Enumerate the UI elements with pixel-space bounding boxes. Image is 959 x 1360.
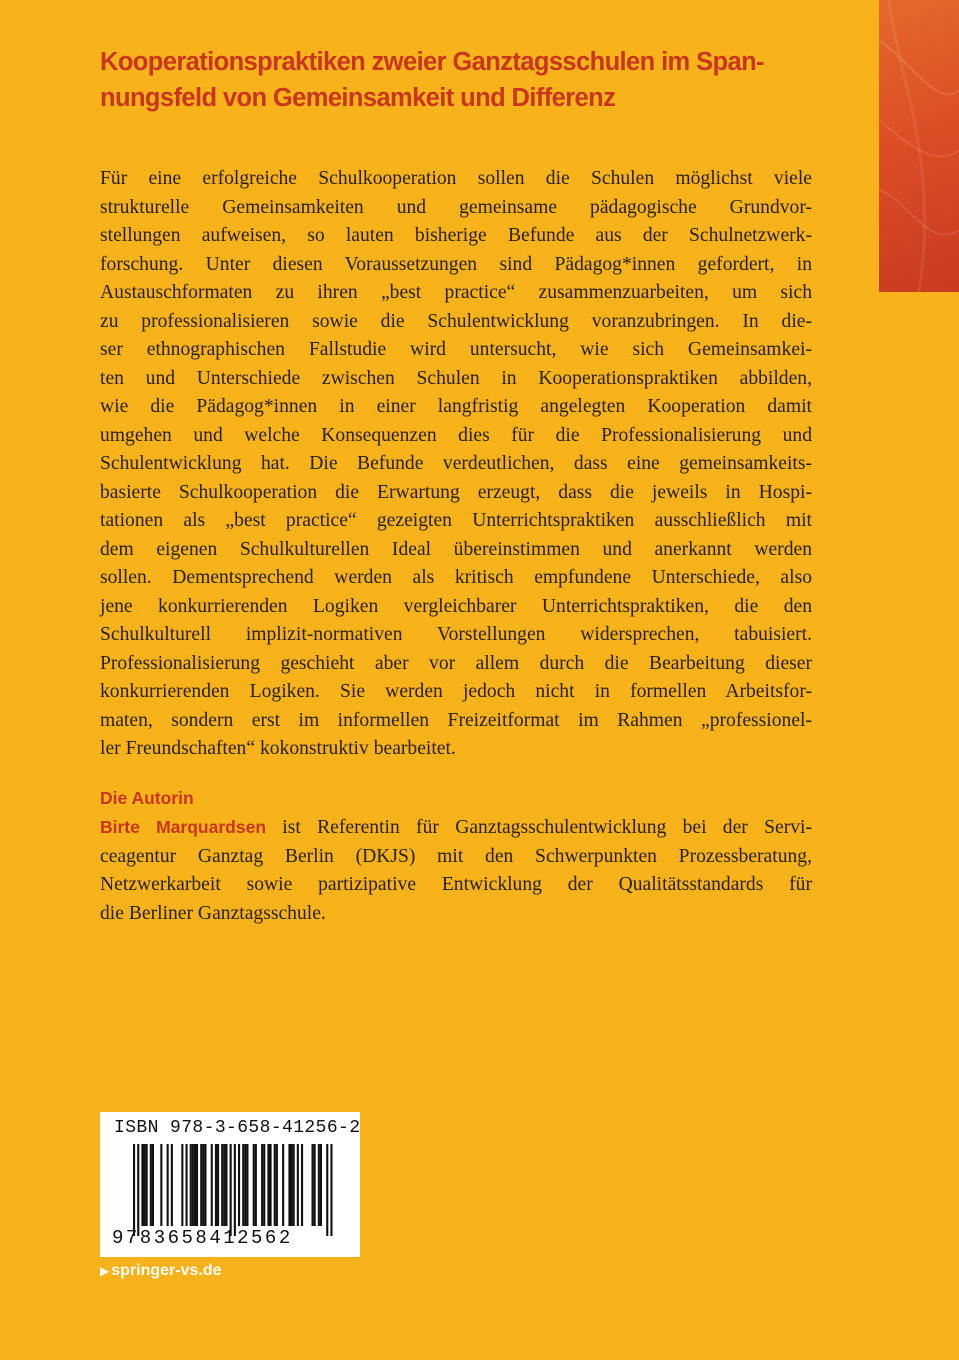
barcode-bar (215, 1144, 217, 1226)
barcode-bar (301, 1144, 303, 1226)
arrow-right-icon: ▶ (100, 1264, 110, 1278)
barcode-bar (211, 1144, 213, 1226)
abstract-line: sollen. Dementsprechend werden als kritisch empfundene Unterschiede, also (100, 567, 812, 588)
barcode-bar (242, 1144, 244, 1226)
abstract-line: forschung. Unter diesen Voraussetzungen sind Pädagog*innen gefordert, in (100, 253, 812, 275)
barcode-bar (192, 1144, 194, 1226)
accent-curves-graphic (879, 0, 959, 292)
barcode-bar (320, 1144, 322, 1226)
barcode-bar (318, 1144, 320, 1226)
book-title (100, 44, 764, 116)
barcode-bar (186, 1144, 188, 1226)
ean-digits: 9783658412562 (112, 1227, 293, 1249)
abstract-line: zu professionalisieren sowie die Schulentwicklung voranzubringen. In die- (100, 310, 812, 332)
isbn-label: ISBN 978-3-658-41256-2 (114, 1118, 361, 1138)
abstract-line: tationen als „best practice“ gezeigten Unterrichtspraktiken ausschließlich mit (100, 510, 812, 531)
barcode-bar (282, 1144, 284, 1226)
title-line: Kooperationspraktiken zweier Ganztagsschulen im Span- (100, 48, 764, 76)
author-bio (100, 813, 812, 928)
barcode-bar (263, 1144, 265, 1226)
barcode-bar (274, 1144, 276, 1226)
barcode-bar (200, 1144, 202, 1226)
abstract-line: Professionalisierung geschieht aber vor allem durch die Bearbeitung dieser (100, 652, 812, 674)
barcode-bar (190, 1144, 192, 1226)
abstract-line: Austauschformaten zu ihren „best practice“ zusammenzuarbeiten, um sich (100, 282, 812, 303)
author-bio-first-line: ist Referentin für Ganztagsschulentwicklung bei der Servi- (266, 817, 812, 838)
barcode-bar (141, 1144, 143, 1226)
barcode-bar (230, 1144, 232, 1236)
abstract-line: konkurrierenden Logiken. Sie werden jedoch nicht in formellen Arbeitsfor- (100, 681, 812, 702)
barcode-bar (146, 1144, 148, 1226)
author-bio-line: die Berliner Ganztagsschule. (100, 902, 326, 924)
barcode-bar (255, 1144, 257, 1226)
barcode-bar (288, 1144, 290, 1226)
decorative-accent-block (879, 0, 959, 292)
abstract-line: jene konkurrierenden Logiken vergleichbarer Unterrichtspraktiken, die den (100, 595, 812, 617)
barcode-bar (297, 1144, 299, 1226)
abstract-line: umgehen und welche Konsequenzen dies für die Professionalisierung und (100, 424, 812, 446)
barcode-bar (276, 1144, 278, 1226)
abstract-line: ser ethnographischen Fallstudie wird untersucht, wie sich Gemeinsamkei- (100, 339, 812, 360)
barcode-bar (270, 1144, 272, 1226)
abstract-line: wie die Pädagog*innen in einer langfristig angelegten Kooperation damit (100, 396, 812, 417)
abstract-line: stellungen aufweisen, so lauten bisherige Befunde aus der Schulnetzwerk- (100, 225, 812, 246)
abstract-text (100, 165, 812, 764)
barcode-bar (238, 1144, 240, 1226)
barcode-bar (152, 1144, 154, 1226)
abstract-line: Schulentwicklung hat. Die Befunde verdeutlichen, dass eine gemeinsamkeits- (100, 453, 812, 474)
barcode-bar (204, 1144, 206, 1226)
abstract-line: Schulkulturell implizit-normativen Vorstellungen widersprechen, tabuisiert. (100, 624, 812, 645)
barcode-bar (246, 1144, 248, 1226)
author-bio-line (100, 813, 812, 843)
abstract-line: maten, sondern erst im informellen Freizeitformat im Rahmen „professionel- (100, 709, 812, 731)
barcode-bar (330, 1144, 332, 1236)
abstract-line: basierte Schulkooperation die Erwartung erzeugt, dass die jeweils in Hospi- (100, 481, 812, 503)
barcode-bar (314, 1144, 316, 1226)
barcode-bar (326, 1144, 328, 1236)
barcode-bar (291, 1144, 293, 1226)
barcode-bar (171, 1144, 173, 1226)
abstract-line: ler Freundschaften“ kokonstruktiv bearbeitet. (100, 738, 456, 759)
abstract-line: dem eigenen Schulkulturellen Ideal übereinstimmen und anerkannt werden (100, 538, 812, 560)
barcode-bar (223, 1144, 225, 1226)
barcode-bar (217, 1144, 219, 1226)
abstract-line: ten und Unterschiede zwischen Schulen in Kooperationspraktiken abbilden, (100, 367, 812, 389)
barcode-bar (150, 1144, 152, 1226)
barcode-bar (312, 1144, 314, 1226)
barcode-bar (261, 1144, 263, 1226)
barcode-bar (181, 1144, 183, 1226)
barcode-bar (234, 1144, 236, 1236)
barcode-bar (267, 1144, 269, 1226)
publisher-url-text: springer-vs.de (111, 1262, 222, 1279)
barcode-bar (194, 1144, 196, 1226)
barcode-bar (133, 1144, 135, 1236)
barcode-bar (196, 1144, 198, 1226)
author-bio-line: Netzwerkarbeit sowie partizipative Entwicklung der Qualitätsstandards für (100, 874, 812, 895)
abstract-line: Für eine erfolgreiche Schulkooperation sollen die Schulen möglichst viele (100, 168, 812, 189)
barcode-bar (253, 1144, 255, 1226)
barcode-bar (293, 1144, 295, 1226)
barcode-bar (167, 1144, 169, 1226)
author-heading: Die Autorin (100, 788, 194, 808)
publisher-url[interactable] (100, 1262, 222, 1280)
barcode-bar (225, 1144, 227, 1226)
barcode-bar (137, 1144, 139, 1236)
barcode-bar (221, 1144, 223, 1226)
title-line: nungsfeld von Gemeinsamkeit und Differenz (100, 84, 616, 112)
abstract-line: strukturelle Gemeinsamkeiten und gemeinsame pädagogische Grundvor- (100, 196, 812, 218)
author-name: Birte Marquardsen (100, 817, 267, 837)
barcode-bar (144, 1144, 146, 1226)
barcode-bar (244, 1144, 246, 1226)
barcode-bar (160, 1144, 162, 1226)
author-bio-line: ceagentur Ganztag Berlin (DKJS) mit den Schwerpunkten Prozessberatung, (100, 845, 812, 867)
barcode-bar (202, 1144, 204, 1226)
barcode-box (100, 1112, 360, 1257)
